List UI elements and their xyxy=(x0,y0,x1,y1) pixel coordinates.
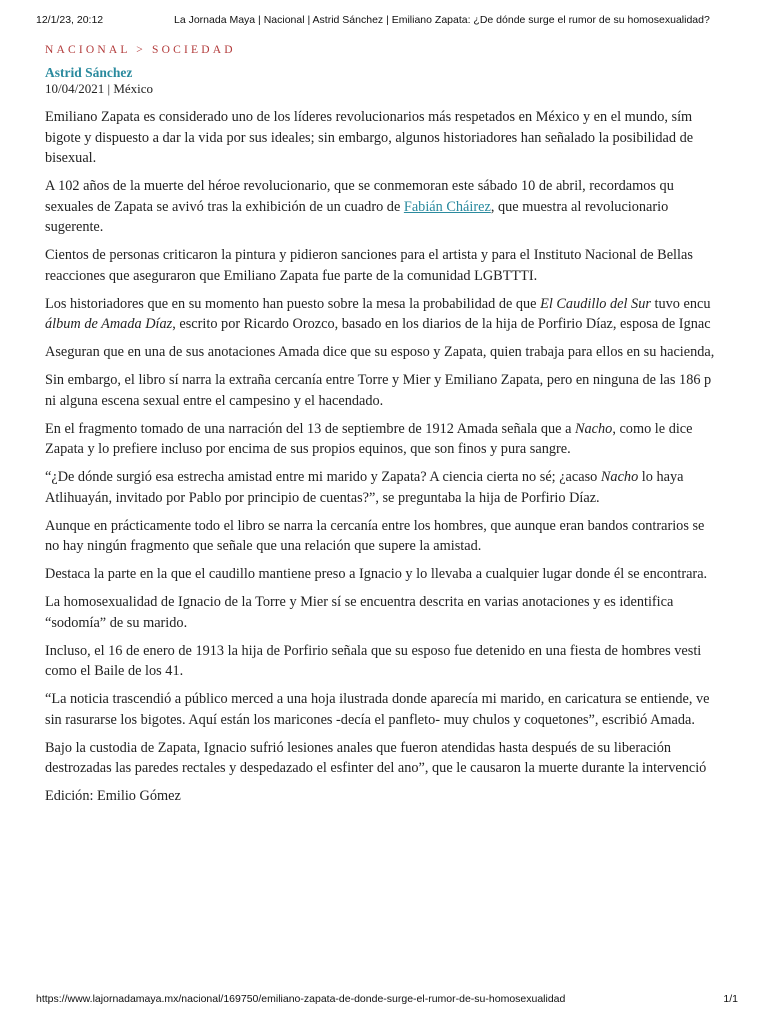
article-paragraph xyxy=(45,516,768,557)
print-datetime: 12/1/23, 20:12 xyxy=(36,14,104,26)
paragraph-text: lo haya xyxy=(638,469,684,485)
paragraph-text: como el Baile de los 41. xyxy=(45,663,184,679)
paragraph-text: , como le dice xyxy=(612,420,693,437)
article-paragraph xyxy=(45,689,768,730)
article-paragraph xyxy=(45,245,768,286)
paragraph-text: Emiliano Zapata es considerado uno de los líderes revolucionarios más respetados en México y en el mundo, sím xyxy=(45,109,693,125)
paragraph-text: bigote y dispuesto a dar la vida por sus ideales; sin embargo, algunos historiadores han señalado la posibilidad de xyxy=(45,129,694,146)
article xyxy=(45,40,768,806)
paragraph-text: “¿De dónde surgió esa estrecha amistad entre mi marido y Zapata? A ciencia cierta no sé; ¿acaso xyxy=(45,469,601,485)
paragraph-text: Atlihuayán, invitado por Pablo por principio de cuentas?”, se preguntaba la hija de Porfirio Díaz. xyxy=(45,489,600,506)
paragraph-text: Aseguran que en una de sus anotaciones Amada dice que su esposo y Zapata, quien trabaja para ellos en su hacienda, xyxy=(45,344,715,360)
paragraph-text: “sodomía” de su marido. xyxy=(45,614,188,631)
italic-text: Nacho xyxy=(600,469,639,485)
article-dateline: 10/04/2021 | México xyxy=(45,81,154,96)
section-breadcrumb-link[interactable]: NACIONAL > SOCIEDAD xyxy=(45,44,236,56)
paragraph-text: , escrito por Ricardo Orozco, basado en los diarios de la hija de Porfirio Díaz, esposa de Ignac xyxy=(172,316,711,332)
inline-link[interactable]: Fabián Cháirez xyxy=(403,198,491,215)
paragraph-text: Los historiadores que en su momento han puesto sobre la mesa la probabilidad de que xyxy=(45,295,541,312)
paragraph-text: Destaca la parte en la que el caudillo mantiene preso a Ignacio y lo llevaba a cualquier lugar donde él se encontrara. xyxy=(45,566,708,582)
paragraph-text: En el fragmento tomado de una narración del 13 de septiembre de 1912 Amada señala que a xyxy=(45,420,575,437)
paragraph-text: A 102 años de la muerte del héroe revolucionario, que se conmemoran este sábado 10 de abril, recordamos qu xyxy=(45,178,674,194)
article-paragraph xyxy=(45,641,768,682)
paragraph-text: no hay ningún fragmento que señale que una relación que supere la amistad. xyxy=(45,538,482,554)
article-paragraph xyxy=(45,467,768,508)
paragraph-text: reacciones que aseguraron que Emiliano Zapata fue parte de la comunidad LGBTTTI. xyxy=(45,267,538,284)
article-paragraph xyxy=(45,107,768,169)
paragraph-text: sugerente. xyxy=(45,219,104,235)
article-paragraph xyxy=(45,176,768,238)
paragraph-text: La homosexualidad de Ignacio de la Torre y Mier sí se encuentra descrita en varias anotaciones y es identifica xyxy=(45,594,674,610)
article-body xyxy=(45,107,768,779)
edition-credit: Edición: Emilio Gómez xyxy=(45,788,181,804)
print-footer xyxy=(36,993,738,1007)
print-header xyxy=(36,14,768,30)
article-paragraph xyxy=(45,294,768,335)
paragraph-text: sin rasurarse los bigotes. Aquí están los maricones -decía el panfleto- muy chulos y coquetones”, escribió Amada. xyxy=(45,711,695,728)
paragraph-text: bisexual. xyxy=(45,150,97,166)
article-paragraph xyxy=(45,592,768,633)
paragraph-text: “La noticia trascendió a público merced a una hoja ilustrada donde aparecía mi marido, en caricatura se entiende, ve xyxy=(45,691,710,707)
article-paragraph xyxy=(45,342,768,363)
print-page-count: 1/1 xyxy=(723,993,738,1005)
author-name[interactable]: Astrid Sánchez xyxy=(45,65,133,80)
italic-text: álbum de Amada Díaz xyxy=(45,316,173,332)
italic-text: El Caudillo del Sur xyxy=(540,295,651,312)
paragraph-text: Bajo la custodia de Zapata, Ignacio sufrió lesiones anales que fueron atendidas hasta después de su liberación xyxy=(45,739,672,756)
paragraph-text: Aunque en prácticamente todo el libro se narra la cercanía entre los hombres, que aunque eran bandos contrarios se xyxy=(45,517,705,534)
paragraph-text: Incluso, el 16 de enero de 1913 la hija de Porfirio señala que su esposo fue detenido en una fiesta de hombres vesti xyxy=(45,642,702,659)
paragraph-text: destrozadas las paredes rectales y despedazado el esfinter del ano”, que le causaron la muerte durante la intervenció xyxy=(45,760,707,776)
paragraph-text: Zapata y lo prefiere incluso por encima de sus propios equinos, que son finos y pura sangre. xyxy=(45,441,571,457)
paragraph-text: Cientos de personas criticaron la pintura y pidieron sanciones para el artista y para el Instituto Nacional de Bellas xyxy=(45,247,693,263)
article-paragraph xyxy=(45,370,768,411)
paragraph-text: Sin embargo, el libro sí narra la extraña cercanía entre Torre y Mier y Emiliano Zapata, pero en ninguna de las 186 p xyxy=(45,372,712,388)
article-paragraph xyxy=(45,564,768,585)
article-paragraph xyxy=(45,419,768,460)
article-paragraph xyxy=(45,738,768,779)
paragraph-text: tuvo encu xyxy=(650,295,711,312)
paragraph-text: ni alguna escena sexual entre el campesino y el hacendado. xyxy=(45,392,384,409)
paragraph-text: sexuales de Zapata se avivó tras la exhibición de un cuadro de xyxy=(45,198,404,215)
print-page-title: La Jornada Maya | Nacional | Astrid Sánchez | Emiliano Zapata: ¿De dónde surge el rumor de su homosexualidad? xyxy=(174,14,710,26)
italic-text: Nacho xyxy=(574,420,613,437)
paragraph-text: , que muestra al revolucionario xyxy=(490,198,669,215)
print-url: https://www.lajornadamaya.mx/nacional/169750/emiliano-zapata-de-donde-surge-el-rumor-de-su-homosexualidad xyxy=(36,993,566,1005)
